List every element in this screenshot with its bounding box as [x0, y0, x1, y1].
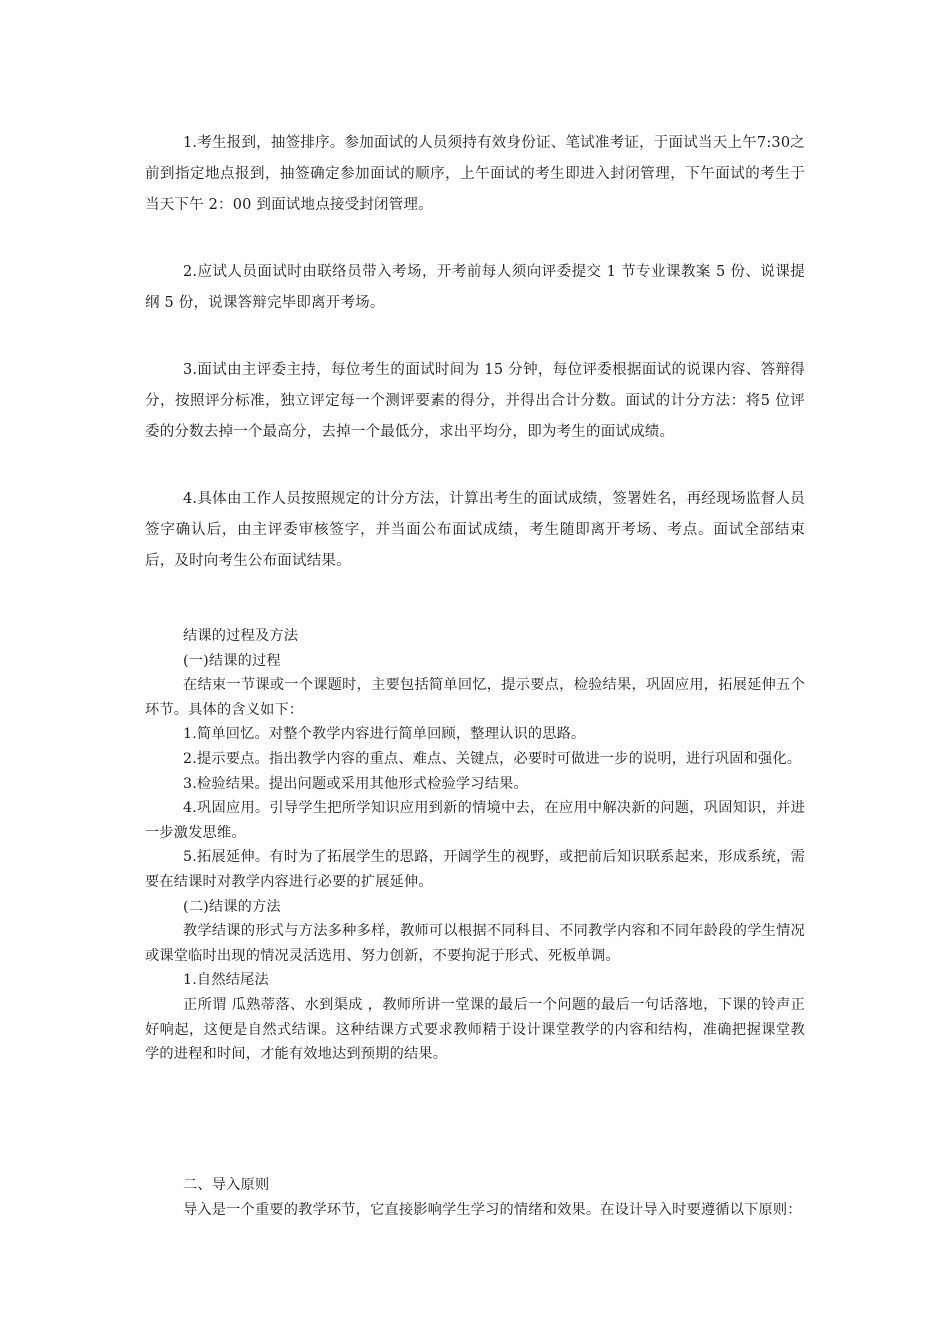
- closing-step-3: 3.检验结果。提出问题或采用其他形式检验学习结果。: [183, 775, 528, 792]
- interview-procedure-section: [145, 128, 805, 613]
- introduction-principle-section: [145, 1173, 805, 1223]
- procedure-paragraph-3: 3.面试由主评委主持，每位考生的面试时间为 15 分钟，每位评委根据面试的说课内容、答辩得分，按照评分标准，独立评定每一个测评要素的得分，并得出合计分数。面试的计分方法：将5 位评委的分数去掉一个最高分，去掉一个最低分，求出平均分，即为考生的面试成绩。: [145, 362, 805, 440]
- introduction-principle-text: 导入是一个重要的教学环节，它直接影响学生学习的情绪和效果。在设计导入时要遵循以下原则：: [183, 1202, 802, 1218]
- closing-lesson-section: [145, 624, 805, 1067]
- closing-step-4: 4.巩固应用。引导学生把所学知识应用到新的情境中去，在应用中解决新的问题，巩固知识，并进一步激发思维。: [145, 800, 805, 841]
- closing-step-2: 2.提示要点。指出教学内容的重点、难点、关键点，必要时可做进一步的说明，进行巩固和强化。: [183, 750, 802, 767]
- closing-step-5: 5.拓展延伸。有时为了拓展学生的思路，开阔学生的视野，或把前后知识联系起来，形成系统，需要在结课时对教学内容进行必要的扩展延伸。: [145, 849, 805, 890]
- natural-ending-text: 正所谓 瓜熟蒂落、水到渠成 ，教师所讲一堂课的最后一个问题的最后一句话落地，下课的铃声正好响起，这便是自然式结课。这种结课方式要求教师精于设计课堂教学的内容和结构，准确把握课堂教学的进程和时间，才能有效地达到预期的结果。: [145, 996, 805, 1063]
- closing-section-title: 结课的过程及方法: [183, 628, 299, 644]
- natural-ending-title: 1.自然结尾法: [183, 972, 269, 989]
- introduction-principle-title: 二、导入原则: [183, 1177, 270, 1193]
- closing-methods-heading: (二)结课的方法: [183, 898, 281, 915]
- closing-process-heading: (一)结课的过程: [183, 652, 281, 669]
- procedure-paragraph-1: 1.考生报到，抽签排序。参加面试的人员须持有效身份证、笔试准考证，于面试当天上午7:30之前到指定地点报到，抽签确定参加面试的顺序，上午面试的考生即进入封闭管理，下午面试的考生于当天下午 2：00 到面试地点接受封闭管理。: [145, 135, 805, 213]
- procedure-paragraph-2: 2.应试人员面试时由联络员带入考场，开考前每人须向评委提交 1 节专业课教案 5 份、说课提纲 5 份，说课答辩完毕即离开考场。: [145, 264, 805, 311]
- closing-step-1: 1.简单回忆。对整个教学内容进行简单回顾，整理认识的思路。: [183, 726, 586, 743]
- closing-process-intro: 在结束一节课或一个课题时，主要包括简单回忆，提示要点，检验结果，巩固应用，拓展延伸五个环节。具体的含义如下：: [145, 677, 805, 718]
- closing-methods-intro: 教学结课的形式与方法多种多样，教师可以根据不同科目、不同教学内容和不同年龄段的学生情况或课堂临时出现的情况灵活选用、努力创新，不要拘泥于形式、死板单调。: [145, 923, 805, 964]
- procedure-paragraph-4: 4.具体由工作人员按照规定的计分方法，计算出考生的面试成绩，签署姓名，再经现场监督人员签字确认后，由主评委审核签字，并当面公布面试成绩，考生随即离开考场、考点。面试全部结束后，及时向考生公布面试结果。: [145, 491, 805, 569]
